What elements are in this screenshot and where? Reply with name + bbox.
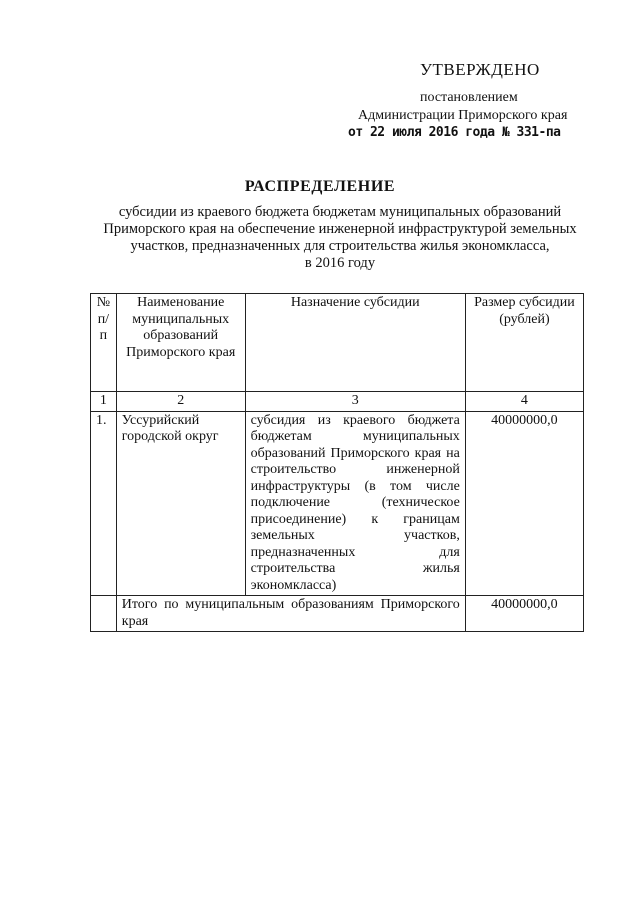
total-amount: 40000000,0	[465, 596, 583, 632]
total-label: Итого по муниципальным образованиям Приморского края	[116, 596, 465, 632]
total-num-empty	[91, 596, 117, 632]
subtitle-line: субсидии из краевого бюджета бюджетам муниципальных образований	[118, 204, 562, 220]
header-name: Наименование муниципальных образований Приморского края	[116, 294, 245, 392]
subtitle-line: в 2016 году	[304, 255, 376, 271]
column-number-row	[91, 392, 584, 412]
approval-date-number-stamp: от 22 июля 2016 года № 331-па	[348, 125, 561, 140]
column-number: 2	[116, 392, 245, 412]
header-num: № п/п	[91, 294, 117, 392]
subtitle-line: участков, предназначенных для строительства жилья экономкласса,	[130, 238, 550, 254]
row-amount: 40000000,0	[465, 411, 583, 596]
approval-resolution-label: постановлением	[420, 90, 518, 105]
table-header-row	[91, 294, 584, 392]
header-purpose: Назначение субсидии	[245, 294, 465, 392]
row-purpose: субсидия из краевого бюджета бюджетам муниципальных образований Приморского края на строительство инженерной инфраструктуры (в том числе подключение (техническое присоединение) к границам земельных участков, предназначенных для строительства жилья экономкласса)	[245, 411, 465, 596]
subtitle-line: Приморского края на обеспечение инженерной инфраструктурой земельных	[103, 221, 577, 237]
document-title: РАСПРЕДЕЛЕНИЕ	[244, 178, 396, 195]
approved-heading: УТВЕРЖДЕНО	[420, 60, 540, 79]
table-row	[91, 411, 584, 596]
document-subtitle	[100, 204, 580, 272]
header-amount: Размер субсидии (рублей)	[465, 294, 583, 392]
column-number: 3	[245, 392, 465, 412]
column-number: 1	[91, 392, 117, 412]
column-number: 4	[465, 392, 583, 412]
distribution-table	[90, 293, 584, 632]
approval-authority: Администрации Приморского края	[358, 108, 568, 123]
row-name: Уссурийский городской округ	[116, 411, 245, 596]
row-num: 1.	[91, 411, 117, 596]
total-row	[91, 596, 584, 632]
